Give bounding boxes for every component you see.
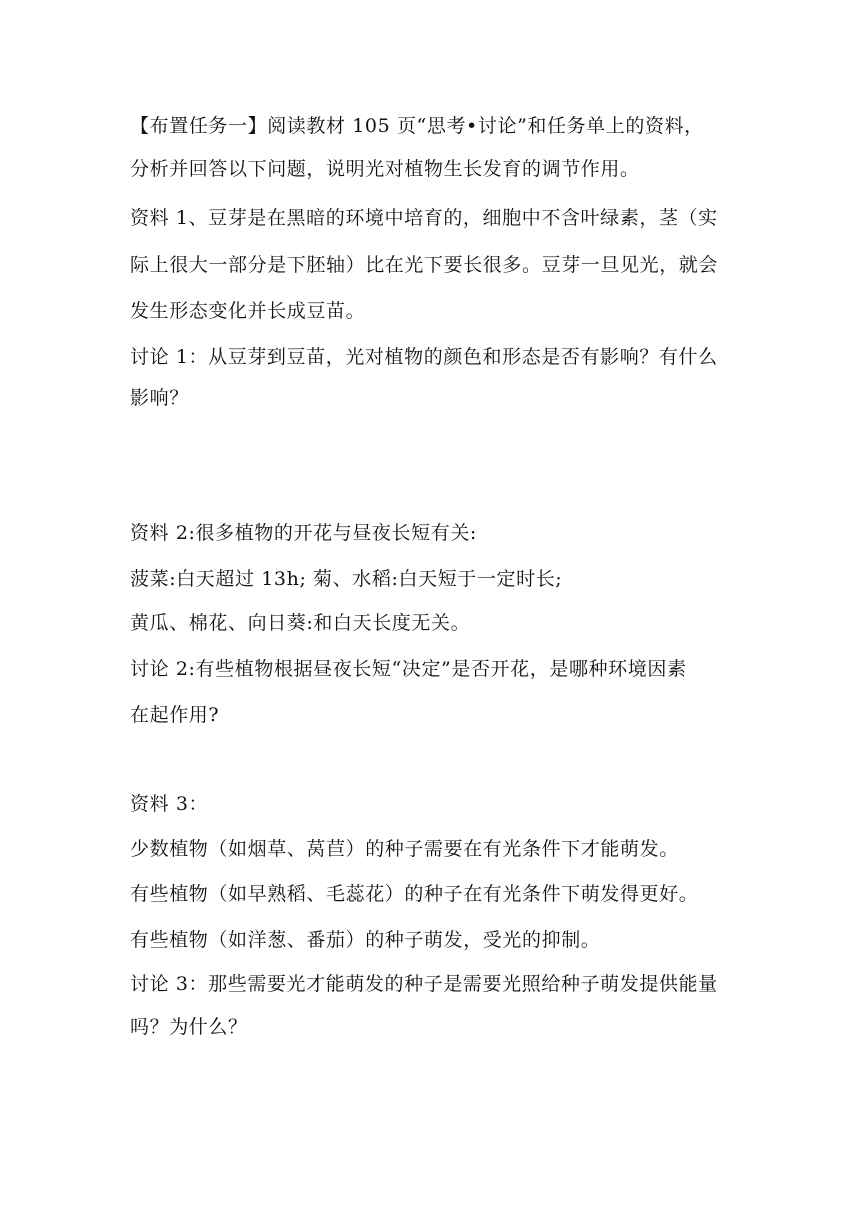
- task-heading-line-2: 分析并回答以下问题，说明光对植物生长发育的调节作用。: [130, 158, 640, 180]
- task-heading-line-1: 【布置任务一】阅读教材 105 页“思考•讨论”和任务单上的资料，: [130, 115, 704, 137]
- discussion-2-line-1: 讨论 2:有些植物根据昼夜长短“决定”是否开花，是哪种环境因素: [130, 658, 687, 680]
- material-2-line-3: 黄瓜、棉花、向日葵:和白天长度无关。: [130, 612, 471, 634]
- discussion-3-line-2: 吗？为什么？: [130, 1016, 248, 1038]
- material-1-line-3: 发生形态变化并长成豆苗。: [130, 300, 366, 322]
- material-1-line-1: 资料 1、豆芽是在黑暗的环境中培育的，细胞中不含叶绿素，茎（实: [130, 207, 718, 229]
- discussion-1-line-1: 讨论 1：从豆芽到豆苗，光对植物的颜色和形态是否有影响？有什么: [130, 346, 718, 368]
- material-3-line-4: 有些植物（如洋葱、番茄）的种子萌发，受光的抑制。: [130, 929, 601, 951]
- discussion-1-line-2: 影响？: [130, 387, 189, 409]
- material-3-line-3: 有些植物（如早熟稻、毛蕊花）的种子在有光条件下萌发得更好。: [130, 883, 699, 905]
- material-3-line-1: 资料 3：: [130, 793, 209, 815]
- material-1-line-2: 际上很大一部分是下胚轴）比在光下要长很多。豆芽一旦见光，就会: [130, 254, 719, 276]
- material-2-line-2: 菠菜:白天超过 13h; 菊、水稻:白天短于一定时长;: [130, 568, 563, 590]
- material-3-line-2: 少数植物（如烟草、莴苣）的种子需要在有光条件下才能萌发。: [130, 838, 679, 860]
- discussion-2-line-2: 在起作用?: [130, 704, 220, 726]
- material-2-line-1: 资料 2:很多植物的开花与昼夜长短有关:: [130, 522, 477, 544]
- discussion-3-line-1: 讨论 3：那些需要光才能萌发的种子是需要光照给种子萌发提供能量: [130, 973, 718, 995]
